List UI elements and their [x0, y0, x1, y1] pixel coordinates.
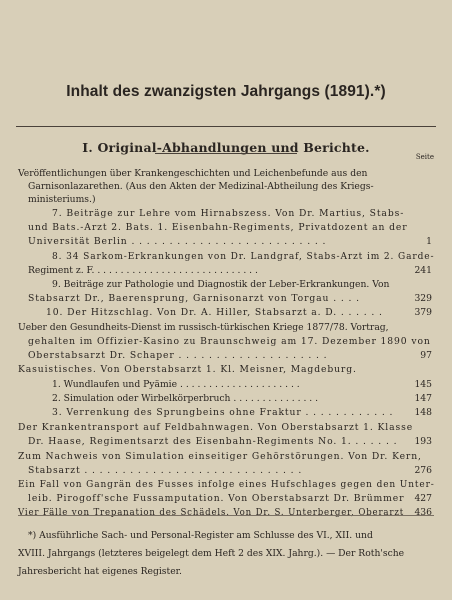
footnote-line: *) Ausführliche Sach- und Personal-Register am Schlusse des VI., XII. und: [28, 530, 373, 541]
toc-entry: [0, 435, 452, 448]
toc-page-number: 148: [414, 407, 432, 418]
toc-entry-text: Ein Fall von Gangrän des Fusses infolge eines Hufschlages gegen den Unter-: [18, 479, 435, 490]
toc-entry-text: leib. Pirogoff'sche Fussamputation. Von Oberstabsarzt Dr. Brümmer: [28, 493, 405, 504]
toc-entry-text: Stabsarzt . . . . . . . . . . . . . . . . . . . . . . . . . . . . .: [28, 465, 303, 476]
section-rule: [155, 153, 297, 154]
toc-entry: [0, 278, 452, 291]
toc-page-number: 329: [414, 293, 432, 304]
toc-page-number: 379: [414, 307, 432, 318]
toc-entry: [0, 464, 452, 477]
toc-entry-text: Veröffentlichungen über Krankengeschichten und Leichenbefunde aus den: [18, 168, 368, 179]
toc-entry: [0, 378, 452, 391]
toc-entry-text: Oberstabsarzt Dr. Schaper . . . . . . . . . . . . . . . . . . . .: [28, 350, 328, 361]
toc-page-number: 1: [426, 236, 432, 247]
toc-entry: [0, 250, 452, 263]
toc-entry: [0, 306, 452, 319]
toc-page-number: 147: [414, 393, 432, 404]
toc-entry-text: Vier Fälle von Trepanation des Schädels. Von Dr. S. Unterberger, Oberarzt: [18, 507, 404, 518]
title-rule: [16, 126, 436, 127]
toc-page-number: 436: [414, 507, 432, 518]
toc-entry-text: Ueber den Gesundheits-Dienst im russisch-türkischen Kriege 1877/78. Vortrag,: [18, 322, 389, 333]
toc-entry: [0, 167, 452, 180]
toc-entry-text: 10. Der Hitzschlag. Von Dr. A. Hiller, Stabsarzt a. D. . . . . . .: [46, 307, 383, 318]
toc-entry-text: gehalten im Offizier-Kasino zu Braunschweig am 17. Dezember 1890 von: [28, 336, 431, 347]
page-title: Inhalt des zwanzigsten Jahrgangs (1891).*): [66, 83, 386, 100]
toc-entry: [0, 450, 452, 463]
toc-entry-text: 8. 34 Sarkom-Erkrankungen von Dr. Landgraf, Stabs-Arzt im 2. Garde-: [52, 251, 435, 262]
toc-entry: [0, 406, 452, 419]
toc-entry-text: 7. Beiträge zur Lehre vom Hirnabszess. Von Dr. Martius, Stabs-: [52, 208, 405, 219]
toc-entry-text: Garnisonlazarethen. (Aus den Akten der Medizinal-Abtheilung des Kriegs-: [28, 181, 374, 192]
toc-entry-text: 1. Wundlaufen und Pyämie . . . . . . . . . . . . . . . . . . . . .: [52, 379, 300, 390]
toc-entry: [0, 478, 452, 491]
footnote-rule: [18, 515, 434, 516]
toc-entry: [0, 193, 452, 206]
toc-entry-text: 2. Simulation oder Wirbelkörperbruch . . . . . . . . . . . . . . .: [52, 393, 319, 404]
toc-entry: [0, 292, 452, 305]
toc-page-number: 97: [420, 350, 432, 361]
footnote-line: XVIII. Jahrgangs (letzteres beigelegt dem Heft 2 des XIX. Jahrg.). — Der Roth'sche: [18, 548, 405, 559]
toc-entry: [0, 363, 452, 376]
toc-entry: [0, 349, 452, 362]
toc-entry-text: Stabsarzt Dr., Baerensprung, Garnisonarzt von Torgau . . . .: [28, 293, 360, 304]
toc-entry-text: und Bats.-Arzt 2. Bats. 1. Eisenbahn-Regiments, Privatdozent an der: [28, 222, 408, 233]
toc-entry: [0, 392, 452, 405]
toc-entry-text: Universität Berlin . . . . . . . . . . . . . . . . . . . . . . . . . .: [28, 236, 327, 247]
toc-entry-text: Kasuistisches. Von Oberstabsarzt 1. Kl. Meisner, Magdeburg.: [18, 364, 357, 375]
toc-entry-text: 3. Verrenkung des Sprungbeins ohne Fraktur . . . . . . . . . . . .: [52, 407, 394, 418]
toc-entry-text: Regiment z. F. . . . . . . . . . . . . . . . . . . . . . . . . . . . .: [28, 265, 258, 276]
toc-entry-text: ministeriums.): [28, 194, 96, 205]
toc-entry: [0, 264, 452, 277]
toc-entry: [0, 235, 452, 248]
toc-entry-text: Dr. Haase, Regimentsarzt des Eisenbahn-Regiments No. 1. . . . . . .: [28, 436, 398, 447]
toc-entry: [0, 492, 452, 505]
toc-page-number: 241: [414, 265, 432, 276]
toc-entry-text: Der Krankentransport auf Feldbahnwagen. Von Oberstabsarzt 1. Klasse: [18, 422, 414, 433]
toc-entry: [0, 221, 452, 234]
toc-entry: [0, 207, 452, 220]
toc-page-number: 193: [414, 436, 432, 447]
section-heading: I. Original-Abhandlungen und Berichte.: [82, 140, 370, 155]
toc-entry: [0, 321, 452, 334]
toc-entry: [0, 335, 452, 348]
toc-entry: [0, 506, 452, 519]
toc-entry: [0, 180, 452, 193]
toc-entry-text: Zum Nachweis von Simulation einseitiger Gehörstörungen. Von Dr. Kern,: [18, 451, 422, 462]
seite-label: Seite: [415, 153, 434, 161]
toc-page-number: 276: [414, 465, 432, 476]
toc-page-number: 145: [414, 379, 432, 390]
footnote-line: Jahresbericht hat eigenes Register.: [18, 566, 182, 577]
toc-page-number: 427: [414, 493, 432, 504]
toc-entry: [0, 421, 452, 434]
toc-entry-text: 9. Beiträge zur Pathologie und Diagnostik der Leber-Erkrankungen. Von: [52, 279, 390, 290]
